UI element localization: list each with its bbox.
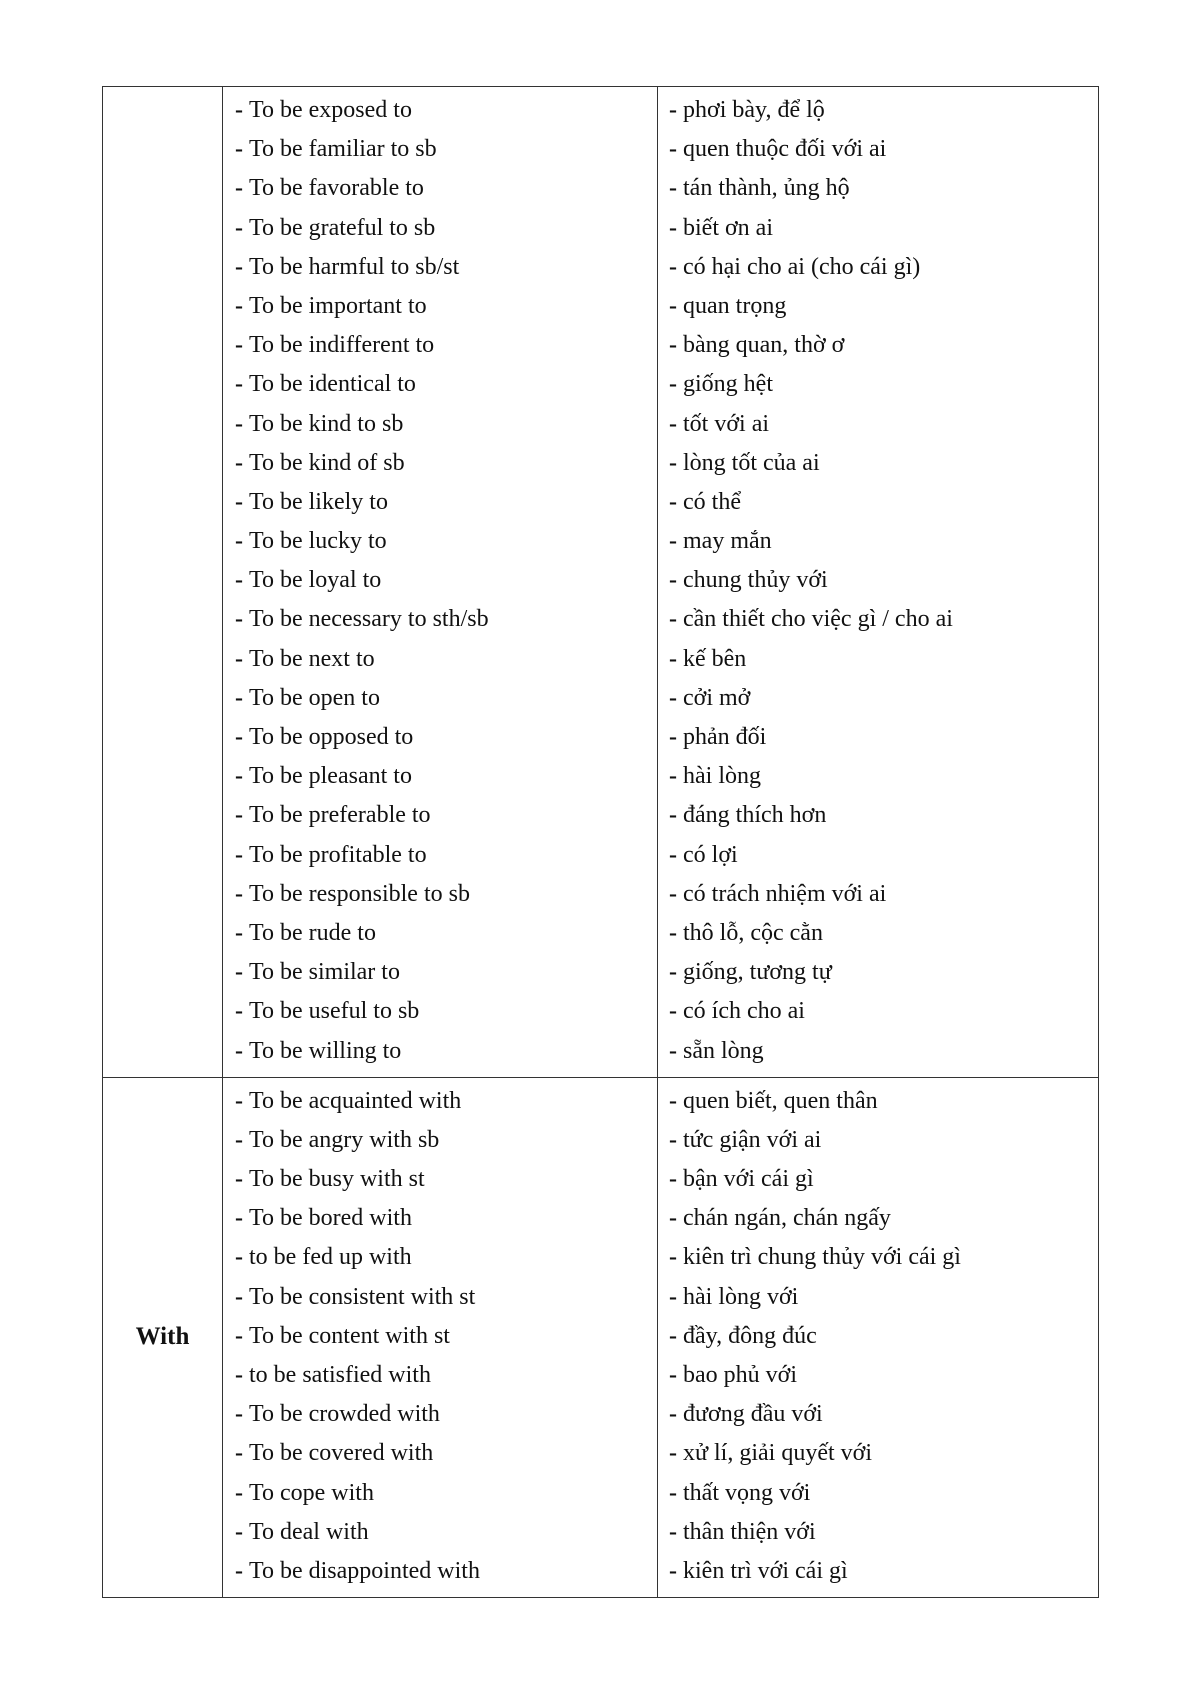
list-item bbox=[658, 561, 1098, 600]
english-phrase: To be grateful to sb bbox=[249, 214, 436, 241]
list-item bbox=[658, 1032, 1098, 1071]
english-phrase: To be favorable to bbox=[249, 175, 424, 202]
vietnamese-meaning: phơi bày, để lộ bbox=[683, 97, 825, 123]
bullet-dash: - bbox=[235, 371, 243, 398]
list-item bbox=[658, 91, 1098, 130]
list-item bbox=[658, 130, 1098, 169]
bullet-dash: - bbox=[235, 802, 243, 829]
bullet-dash: - bbox=[669, 1126, 677, 1153]
vietnamese-meaning: chung thủy với bbox=[683, 567, 828, 594]
english-phrase: To be busy with st bbox=[249, 1166, 425, 1193]
vietnamese-meaning: kiên trì với cái gì bbox=[683, 1557, 848, 1584]
list-item bbox=[658, 718, 1098, 757]
bullet-dash: - bbox=[235, 959, 243, 986]
list-item bbox=[223, 1121, 657, 1160]
list-item bbox=[223, 91, 657, 130]
vietnamese-meaning: hài lòng bbox=[683, 763, 761, 790]
bullet-dash: - bbox=[235, 136, 243, 163]
bullet-dash: - bbox=[669, 1087, 677, 1114]
bullet-dash: - bbox=[235, 684, 243, 711]
list-item bbox=[223, 326, 657, 365]
bullet-dash: - bbox=[235, 724, 243, 750]
list-item bbox=[223, 248, 657, 287]
bullet-dash: - bbox=[669, 880, 677, 907]
vietnamese-meaning: đáng thích hơn bbox=[683, 802, 827, 829]
bullet-dash: - bbox=[669, 332, 677, 359]
vietnamese-meaning: kế bên bbox=[683, 645, 747, 672]
list-item bbox=[223, 1199, 657, 1238]
vietnamese-meaning-list bbox=[658, 1078, 1098, 1597]
bullet-dash: - bbox=[669, 959, 677, 986]
bullet-dash: - bbox=[235, 488, 243, 515]
bullet-dash: - bbox=[235, 763, 243, 790]
preposition-cell: With bbox=[103, 1077, 223, 1597]
list-item bbox=[658, 1160, 1098, 1199]
bullet-dash: - bbox=[235, 1244, 243, 1271]
vietnamese-meaning: quen biết, quen thân bbox=[683, 1087, 878, 1114]
list-item bbox=[658, 209, 1098, 248]
list-item bbox=[223, 209, 657, 248]
list-item bbox=[223, 953, 657, 992]
vietnamese-meaning: phản đối bbox=[683, 724, 767, 750]
bullet-dash: - bbox=[669, 724, 677, 750]
bullet-dash: - bbox=[669, 1479, 677, 1506]
bullet-dash: - bbox=[669, 998, 677, 1025]
list-item bbox=[223, 992, 657, 1031]
vietnamese-meaning: cần thiết cho việc gì / cho ai bbox=[683, 606, 953, 633]
list-item bbox=[223, 718, 657, 757]
bullet-dash: - bbox=[235, 1557, 243, 1584]
list-item bbox=[223, 1395, 657, 1434]
bullet-dash: - bbox=[235, 410, 243, 437]
bullet-dash: - bbox=[669, 97, 677, 123]
vietnamese-meaning: có thể bbox=[683, 488, 741, 515]
table-row bbox=[103, 1077, 1099, 1597]
bullet-dash: - bbox=[235, 332, 243, 359]
list-item bbox=[658, 992, 1098, 1031]
english-phrase: To be lucky to bbox=[249, 528, 387, 555]
vietnamese-meaning: bàng quan, thờ ơ bbox=[683, 332, 845, 359]
list-item bbox=[223, 405, 657, 444]
bullet-dash: - bbox=[669, 1037, 677, 1064]
list-item bbox=[658, 326, 1098, 365]
list-item bbox=[658, 1238, 1098, 1277]
vietnamese-meaning-list bbox=[658, 87, 1098, 1077]
list-item bbox=[658, 169, 1098, 208]
bullet-dash: - bbox=[235, 1322, 243, 1349]
english-phrase: To be profitable to bbox=[249, 841, 427, 868]
bullet-dash: - bbox=[669, 1362, 677, 1388]
list-item bbox=[223, 757, 657, 796]
list-item bbox=[658, 1317, 1098, 1356]
list-item bbox=[658, 640, 1098, 679]
vietnamese-meaning: may mắn bbox=[683, 528, 772, 555]
list-item bbox=[658, 1513, 1098, 1552]
bullet-dash: - bbox=[235, 567, 243, 594]
bullet-dash: - bbox=[235, 1283, 243, 1310]
english-phrase-list bbox=[223, 1078, 657, 1597]
bullet-dash: - bbox=[669, 606, 677, 633]
list-item bbox=[658, 953, 1098, 992]
list-item bbox=[223, 600, 657, 639]
list-item bbox=[223, 1032, 657, 1071]
list-item bbox=[658, 600, 1098, 639]
bullet-dash: - bbox=[669, 214, 677, 241]
list-item bbox=[223, 1278, 657, 1317]
bullet-dash: - bbox=[235, 1205, 243, 1232]
bullet-dash: - bbox=[235, 1440, 243, 1467]
english-phrase-cell bbox=[223, 87, 658, 1078]
bullet-dash: - bbox=[235, 528, 243, 555]
bullet-dash: - bbox=[669, 1205, 677, 1232]
list-item bbox=[658, 1082, 1098, 1121]
list-item bbox=[223, 1356, 657, 1395]
bullet-dash: - bbox=[235, 253, 243, 280]
english-phrase: To be content with st bbox=[249, 1322, 450, 1349]
bullet-dash: - bbox=[669, 763, 677, 790]
bullet-dash: - bbox=[669, 841, 677, 868]
list-item bbox=[223, 287, 657, 326]
english-phrase-cell bbox=[223, 1077, 658, 1597]
bullet-dash: - bbox=[235, 1166, 243, 1193]
list-item bbox=[658, 287, 1098, 326]
list-item bbox=[658, 1121, 1098, 1160]
bullet-dash: - bbox=[235, 841, 243, 868]
list-item bbox=[223, 130, 657, 169]
list-item bbox=[223, 679, 657, 718]
bullet-dash: - bbox=[235, 214, 243, 241]
english-phrase: To be kind of sb bbox=[249, 449, 405, 476]
english-phrase: To be disappointed with bbox=[249, 1557, 480, 1584]
bullet-dash: - bbox=[669, 1322, 677, 1349]
list-item bbox=[658, 796, 1098, 835]
bullet-dash: - bbox=[669, 802, 677, 829]
list-item bbox=[223, 1474, 657, 1513]
bullet-dash: - bbox=[235, 1037, 243, 1064]
english-phrase-list bbox=[223, 87, 657, 1077]
english-phrase: To be kind to sb bbox=[249, 410, 404, 437]
list-item bbox=[658, 365, 1098, 404]
bullet-dash: - bbox=[669, 1440, 677, 1467]
list-item bbox=[658, 875, 1098, 914]
prepositions-table bbox=[102, 86, 1099, 1598]
english-phrase: To be exposed to bbox=[249, 97, 412, 123]
bullet-dash: - bbox=[235, 449, 243, 476]
bullet-dash: - bbox=[235, 1518, 243, 1545]
vietnamese-meaning: chán ngán, chán ngấy bbox=[683, 1205, 891, 1232]
vietnamese-meaning: tốt với ai bbox=[683, 410, 770, 437]
bullet-dash: - bbox=[235, 292, 243, 319]
vietnamese-meaning: cởi mở bbox=[683, 684, 751, 711]
english-phrase: To be indifferent to bbox=[249, 332, 435, 359]
english-phrase: To be covered with bbox=[249, 1440, 434, 1467]
list-item bbox=[223, 640, 657, 679]
english-phrase: To be pleasant to bbox=[249, 763, 412, 790]
list-item bbox=[658, 405, 1098, 444]
english-phrase: To be responsible to sb bbox=[249, 880, 470, 907]
list-item bbox=[658, 248, 1098, 287]
bullet-dash: - bbox=[235, 1401, 243, 1428]
bullet-dash: - bbox=[235, 97, 243, 123]
bullet-dash: - bbox=[669, 684, 677, 711]
list-item bbox=[658, 483, 1098, 522]
list-item bbox=[223, 561, 657, 600]
vietnamese-meaning: lòng tốt của ai bbox=[683, 449, 820, 476]
list-item bbox=[223, 875, 657, 914]
list-item bbox=[223, 365, 657, 404]
list-item bbox=[658, 522, 1098, 561]
bullet-dash: - bbox=[669, 449, 677, 476]
bullet-dash: - bbox=[235, 998, 243, 1025]
vietnamese-meaning-cell bbox=[658, 1077, 1099, 1597]
english-phrase: To be angry with sb bbox=[249, 1126, 440, 1153]
bullet-dash: - bbox=[235, 880, 243, 907]
list-item bbox=[223, 914, 657, 953]
english-phrase: To be loyal to bbox=[249, 567, 382, 594]
english-phrase: To be similar to bbox=[249, 959, 400, 986]
bullet-dash: - bbox=[669, 645, 677, 672]
english-phrase: To be bored with bbox=[249, 1205, 412, 1232]
list-item bbox=[223, 1238, 657, 1277]
vietnamese-meaning: thất vọng với bbox=[683, 1479, 811, 1506]
english-phrase: to be satisfied with bbox=[249, 1362, 431, 1388]
vietnamese-meaning-cell bbox=[658, 87, 1099, 1078]
list-item bbox=[658, 444, 1098, 483]
table-row bbox=[103, 87, 1099, 1078]
vietnamese-meaning: giống, tương tự bbox=[683, 959, 832, 986]
table-body bbox=[103, 87, 1099, 1598]
list-item bbox=[658, 914, 1098, 953]
english-phrase: To be consistent with st bbox=[249, 1283, 476, 1310]
list-item bbox=[658, 679, 1098, 718]
english-phrase: To be next to bbox=[249, 645, 375, 672]
vietnamese-meaning: có trách nhiệm với ai bbox=[683, 880, 887, 907]
english-phrase: To be important to bbox=[249, 292, 427, 319]
english-phrase: To be willing to bbox=[249, 1037, 402, 1064]
bullet-dash: - bbox=[669, 410, 677, 437]
vietnamese-meaning: quan trọng bbox=[683, 292, 787, 319]
vietnamese-meaning: tán thành, ủng hộ bbox=[683, 175, 850, 202]
english-phrase: To be open to bbox=[249, 684, 380, 711]
list-item bbox=[658, 1395, 1098, 1434]
bullet-dash: - bbox=[669, 1401, 677, 1428]
vietnamese-meaning: có ích cho ai bbox=[683, 998, 805, 1025]
bullet-dash: - bbox=[669, 292, 677, 319]
english-phrase: To be opposed to bbox=[249, 724, 414, 750]
list-item bbox=[658, 757, 1098, 796]
bullet-dash: - bbox=[669, 919, 677, 946]
english-phrase: To be preferable to bbox=[249, 802, 431, 829]
list-item bbox=[658, 1199, 1098, 1238]
vietnamese-meaning: xử lí, giải quyết với bbox=[683, 1440, 873, 1467]
bullet-dash: - bbox=[669, 175, 677, 202]
english-phrase: To be familiar to sb bbox=[249, 136, 437, 163]
vietnamese-meaning: giống hệt bbox=[683, 371, 773, 398]
bullet-dash: - bbox=[669, 1166, 677, 1193]
vietnamese-meaning: tức giận với ai bbox=[683, 1126, 822, 1153]
vietnamese-meaning: kiên trì chung thủy với cái gì bbox=[683, 1244, 961, 1271]
bullet-dash: - bbox=[669, 253, 677, 280]
bullet-dash: - bbox=[235, 1126, 243, 1153]
list-item bbox=[223, 1160, 657, 1199]
vietnamese-meaning: sẵn lòng bbox=[683, 1037, 764, 1064]
bullet-dash: - bbox=[669, 1244, 677, 1271]
list-item bbox=[223, 796, 657, 835]
english-phrase: To be likely to bbox=[249, 488, 388, 515]
vietnamese-meaning: thô lỗ, cộc cằn bbox=[683, 919, 823, 946]
list-item bbox=[223, 444, 657, 483]
english-phrase: To be useful to sb bbox=[249, 998, 420, 1025]
list-item bbox=[223, 1552, 657, 1591]
vietnamese-meaning: biết ơn ai bbox=[683, 214, 773, 241]
bullet-dash: - bbox=[235, 645, 243, 672]
list-item bbox=[658, 1356, 1098, 1395]
vietnamese-meaning: thân thiện với bbox=[683, 1518, 816, 1545]
bullet-dash: - bbox=[235, 1087, 243, 1114]
english-phrase: To be necessary to sth/sb bbox=[249, 606, 489, 633]
vietnamese-meaning: đương đầu với bbox=[683, 1401, 823, 1428]
bullet-dash: - bbox=[235, 919, 243, 946]
list-item bbox=[223, 1513, 657, 1552]
vietnamese-meaning: bao phủ với bbox=[683, 1362, 798, 1388]
list-item bbox=[223, 1082, 657, 1121]
bullet-dash: - bbox=[669, 1518, 677, 1545]
list-item bbox=[223, 522, 657, 561]
list-item bbox=[658, 1474, 1098, 1513]
english-phrase: To be acquainted with bbox=[249, 1087, 462, 1114]
list-item bbox=[223, 169, 657, 208]
list-item bbox=[223, 483, 657, 522]
vietnamese-meaning: bận với cái gì bbox=[683, 1166, 814, 1193]
english-phrase: To deal with bbox=[249, 1518, 369, 1545]
bullet-dash: - bbox=[235, 1479, 243, 1506]
bullet-dash: - bbox=[669, 488, 677, 515]
list-item bbox=[658, 1552, 1098, 1591]
bullet-dash: - bbox=[669, 1283, 677, 1310]
english-phrase: To be harmful to sb/st bbox=[249, 253, 460, 280]
list-item bbox=[658, 1434, 1098, 1473]
bullet-dash: - bbox=[669, 528, 677, 555]
bullet-dash: - bbox=[235, 175, 243, 202]
english-phrase: To be crowded with bbox=[249, 1401, 440, 1428]
vietnamese-meaning: đầy, đông đúc bbox=[683, 1322, 817, 1349]
vietnamese-meaning: hài lòng với bbox=[683, 1283, 799, 1310]
vietnamese-meaning: quen thuộc đối với ai bbox=[683, 136, 887, 163]
english-phrase: To cope with bbox=[249, 1479, 374, 1506]
english-phrase: To be rude to bbox=[249, 919, 376, 946]
list-item bbox=[223, 836, 657, 875]
list-item bbox=[223, 1434, 657, 1473]
english-phrase: To be identical to bbox=[249, 371, 416, 398]
bullet-dash: - bbox=[669, 371, 677, 398]
bullet-dash: - bbox=[235, 606, 243, 633]
list-item bbox=[223, 1317, 657, 1356]
list-item bbox=[658, 836, 1098, 875]
preposition-cell bbox=[103, 87, 223, 1078]
vietnamese-meaning: có lợi bbox=[683, 841, 738, 868]
list-item bbox=[658, 1278, 1098, 1317]
vietnamese-meaning: có hại cho ai (cho cái gì) bbox=[683, 253, 921, 280]
bullet-dash: - bbox=[669, 567, 677, 594]
bullet-dash: - bbox=[669, 136, 677, 163]
bullet-dash: - bbox=[669, 1557, 677, 1584]
english-phrase: to be fed up with bbox=[249, 1244, 412, 1271]
bullet-dash: - bbox=[235, 1362, 243, 1388]
